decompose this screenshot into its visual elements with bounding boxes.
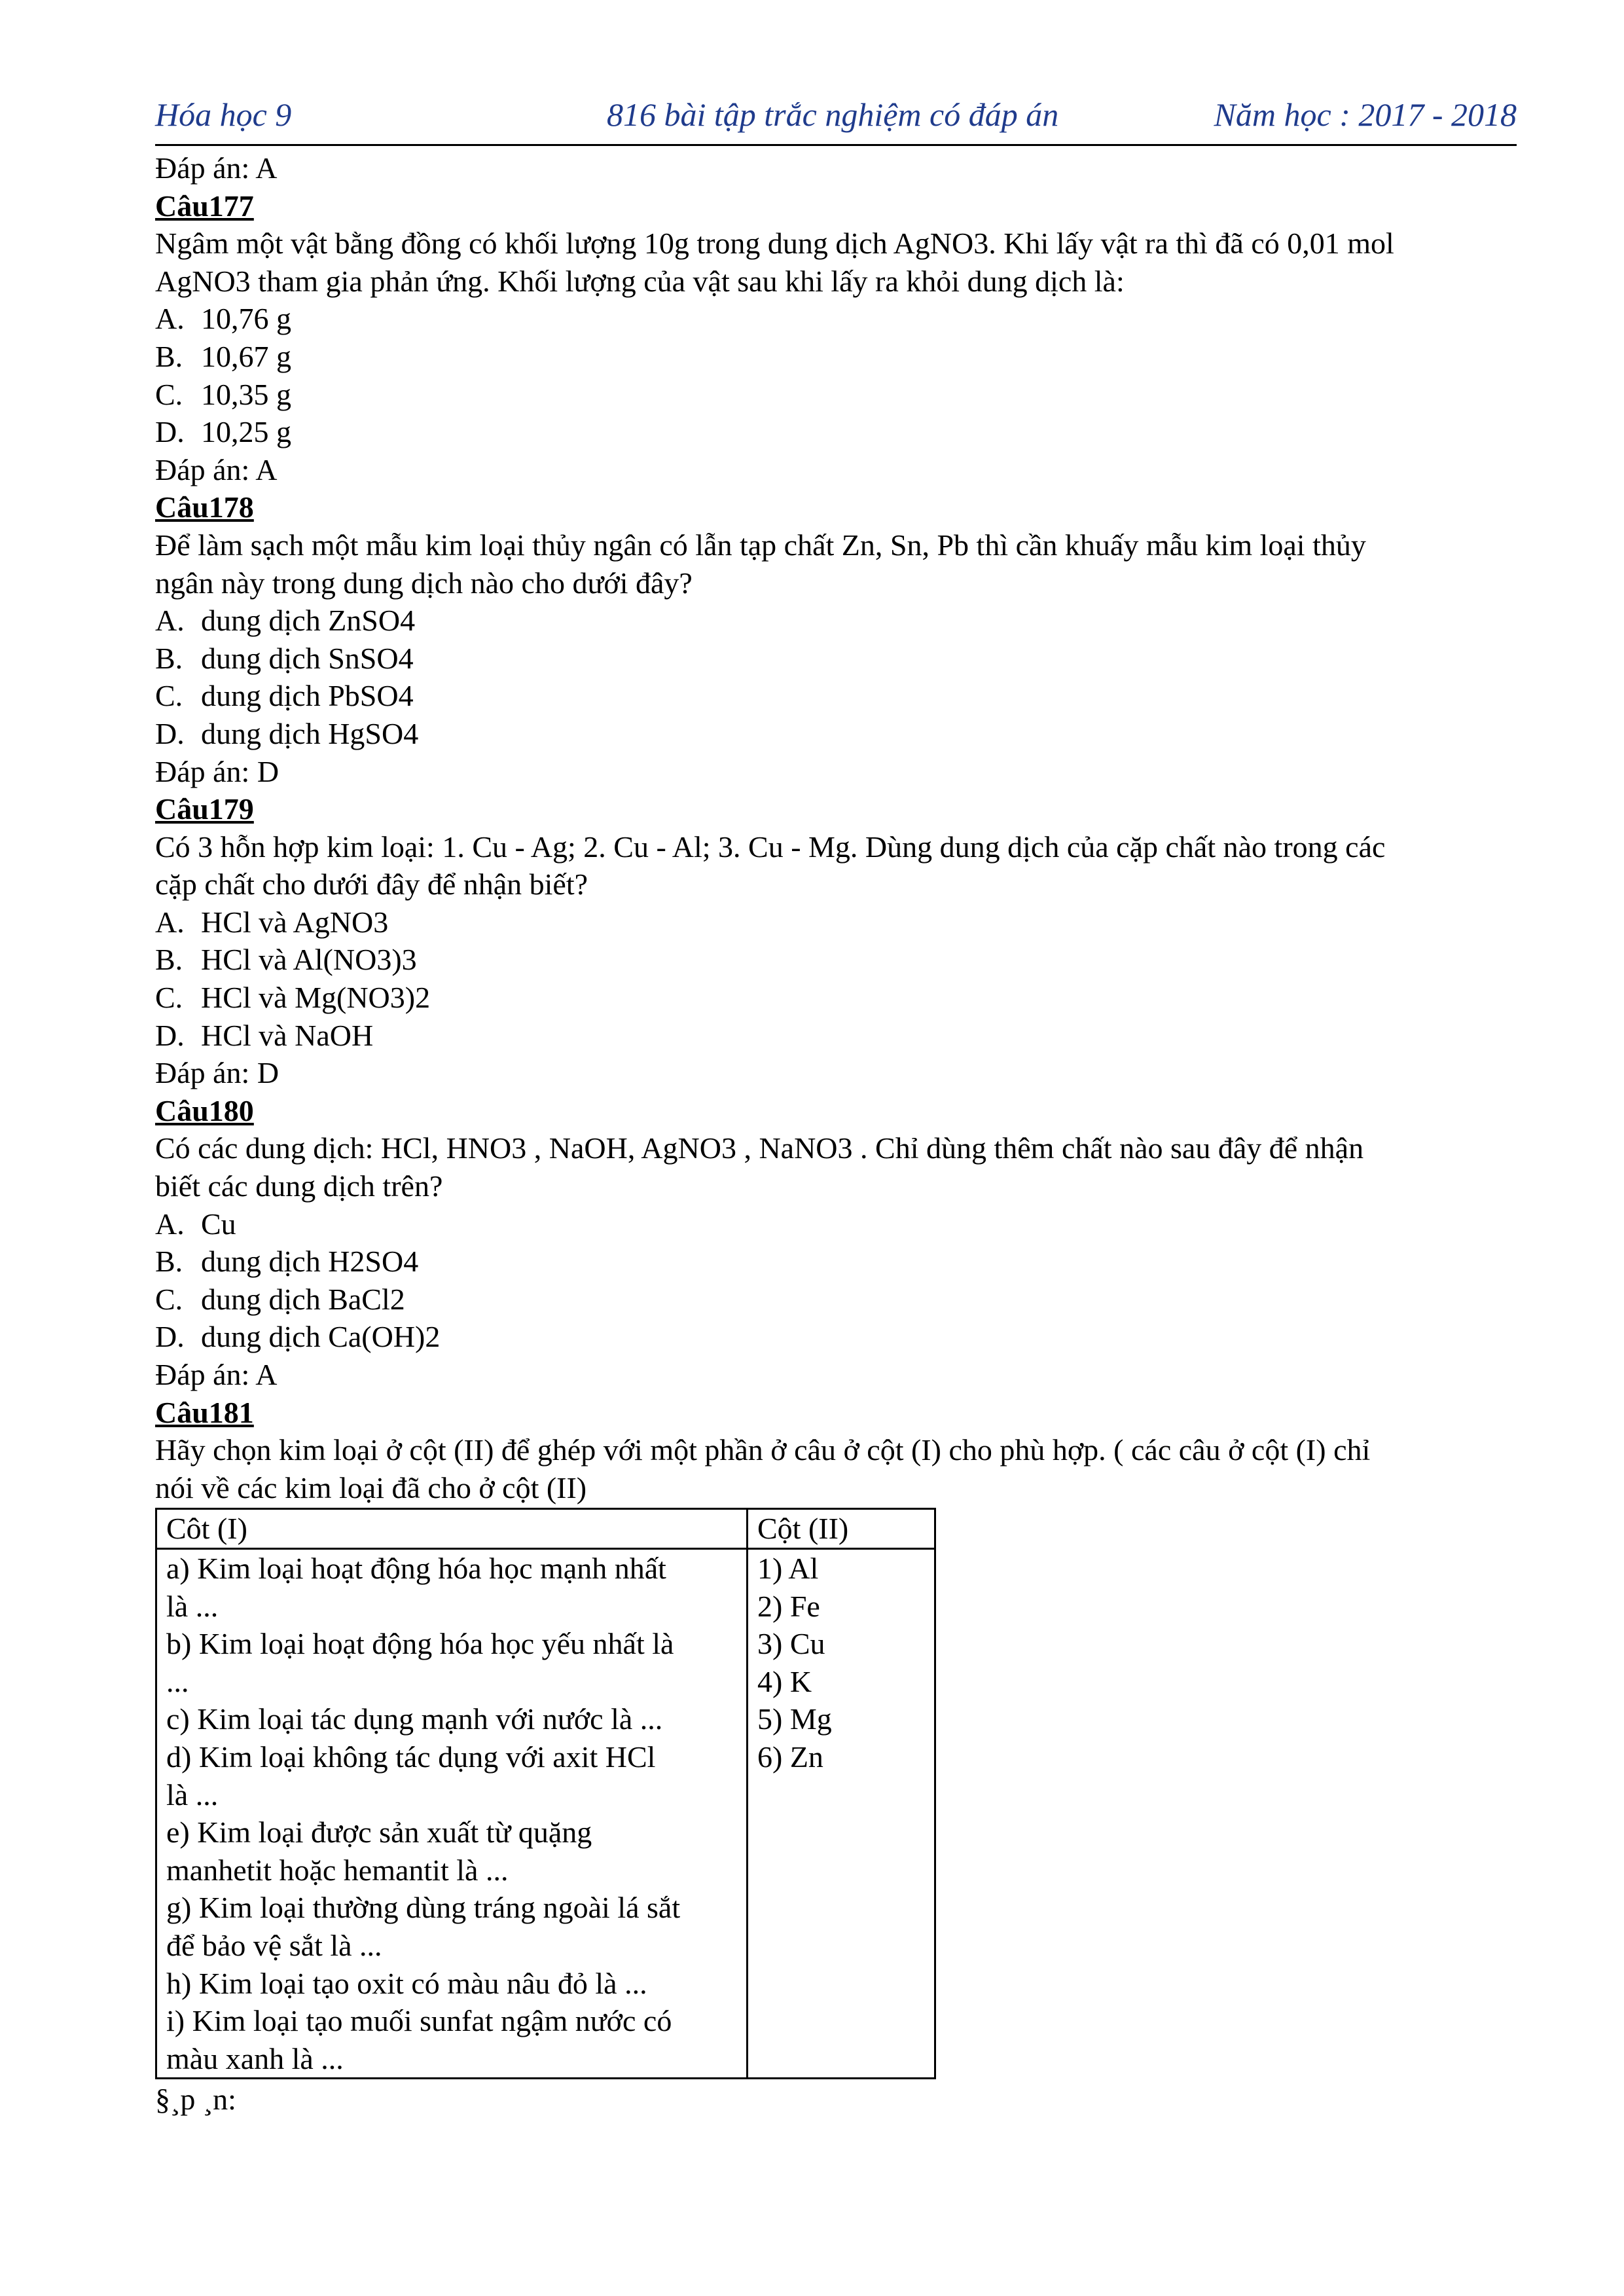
column-2-cell xyxy=(748,1548,935,2078)
column-2-line: 6) Zn xyxy=(757,1740,823,1774)
column-2-header: Cột (II) xyxy=(748,1509,935,1549)
option-item xyxy=(155,300,1517,338)
header-subject: Hóa học 9 xyxy=(155,96,292,133)
option-item xyxy=(155,677,1517,715)
question-text-line: Hãy chọn kim loại ở cột (II) để ghép với một phần ở câu ở cột (I) cho phù hợp. ( các câu ở cột (I) chỉ xyxy=(155,1433,1371,1467)
option-letter: C. xyxy=(155,377,183,411)
question-text-line: cặp chất cho dưới đây để nhận biết? xyxy=(155,867,588,902)
option-text: dung dịch BaCl2 xyxy=(201,1282,405,1316)
page-content xyxy=(155,149,1517,2119)
answer-line: §¸p ¸n: xyxy=(155,2083,236,2117)
column-1-line: a) Kim loại hoạt động hóa học mạnh nhất xyxy=(166,1551,666,1585)
option-item xyxy=(155,338,1517,376)
column-1-header: Côt (I) xyxy=(156,1509,748,1549)
answer-line: Đáp án: A xyxy=(155,151,278,185)
column-1-line: ... xyxy=(166,1664,189,1698)
option-letter: B. xyxy=(155,641,183,675)
question-block xyxy=(155,790,1517,1092)
question-title: Câu179 xyxy=(155,792,254,826)
header-school-year: Năm học : 2017 - 2018 xyxy=(1214,96,1517,133)
question-block xyxy=(155,1092,1517,1394)
column-1-line: d) Kim loại không tác dụng với axit HCl xyxy=(166,1740,656,1774)
option-text: HCl và AgNO3 xyxy=(201,905,389,939)
question-text-line: Có các dung dịch: HCl, HNO3 , NaOH, AgNO3 , NaNO3 . Chỉ dùng thêm chất nào sau đây để nhận xyxy=(155,1131,1364,1165)
column-1-line: c) Kim loại tác dụng mạnh với nước là ... xyxy=(166,1702,663,1736)
option-item xyxy=(155,640,1517,678)
column-2-line: 1) Al xyxy=(757,1551,819,1585)
option-letter: C. xyxy=(155,679,183,713)
column-2-line: 4) K xyxy=(757,1664,812,1698)
option-text: Cu xyxy=(201,1207,236,1241)
option-item xyxy=(155,1243,1517,1281)
option-letter: D. xyxy=(155,1018,185,1052)
question-list xyxy=(155,187,1517,1394)
option-letter: A. xyxy=(155,302,185,336)
option-letter: B. xyxy=(155,943,183,977)
option-item xyxy=(155,1017,1517,1055)
question-block xyxy=(155,187,1517,489)
option-letter: B. xyxy=(155,339,183,373)
option-text: dung dịch PbSO4 xyxy=(201,679,414,713)
option-text: HCl và Mg(NO3)2 xyxy=(201,981,431,1015)
answer-line: Đáp án: A xyxy=(155,1358,278,1391)
option-letter: C. xyxy=(155,1282,183,1316)
answer-line: Đáp án: D xyxy=(155,754,280,788)
column-2-line: 3) Cu xyxy=(757,1627,825,1661)
option-text: 10,25 g xyxy=(201,415,291,449)
option-item xyxy=(155,1205,1517,1243)
column-1-cell xyxy=(156,1548,748,2078)
column-1-line: màu xanh là ... xyxy=(166,2041,344,2075)
option-letter: A. xyxy=(155,905,185,939)
option-text: dung dịch Ca(OH)2 xyxy=(201,1320,441,1354)
question-181 xyxy=(155,1394,1517,2119)
option-text: 10,67 g xyxy=(201,339,291,373)
option-letter: C. xyxy=(155,981,183,1015)
option-letter: D. xyxy=(155,415,185,449)
option-letter: D. xyxy=(155,1320,185,1354)
option-letter: D. xyxy=(155,716,185,750)
question-text-line: Ngâm một vật bằng đồng có khối lượng 10g trong dung dịch AgNO3. Khi lấy vật ra thì đã có 0,01 mol xyxy=(155,227,1394,261)
question-title: Câu180 xyxy=(155,1093,254,1127)
question-text-line: Để làm sạch một mẫu kim loại thủy ngân có lẫn tạp chất Zn, Sn, Pb thì cần khuấy mẫu kim loại thủy xyxy=(155,528,1366,562)
column-1-line: là ... xyxy=(166,1589,219,1623)
header-book-title: 816 bài tập trắc nghiệm có đáp án xyxy=(607,96,1059,133)
option-item xyxy=(155,1318,1517,1356)
column-2-line: 2) Fe xyxy=(757,1589,820,1623)
question-title: Câu177 xyxy=(155,189,254,223)
option-item xyxy=(155,1281,1517,1319)
option-item xyxy=(155,715,1517,753)
option-letter: B. xyxy=(155,1245,183,1279)
matching-table xyxy=(155,1508,936,2079)
table-header-row xyxy=(156,1509,935,1549)
column-2-line: 5) Mg xyxy=(757,1702,832,1736)
option-text: HCl và NaOH xyxy=(201,1018,374,1052)
answer-line: Đáp án: A xyxy=(155,452,278,486)
column-1-line: b) Kim loại hoạt động hóa học yếu nhất là xyxy=(166,1627,674,1661)
option-text: dung dịch H2SO4 xyxy=(201,1245,419,1279)
column-1-line: i) Kim loại tạo muối sunfat ngậm nước có xyxy=(166,2004,672,2038)
question-title: Câu178 xyxy=(155,490,254,524)
question-text-line: AgNO3 tham gia phản ứng. Khối lượng của vật sau khi lấy ra khỏi dung dịch là: xyxy=(155,264,1125,298)
column-1-line: để bảo vệ sắt là ... xyxy=(166,1928,382,1962)
column-1-line: e) Kim loại được sản xuất từ quặng xyxy=(166,1815,592,1850)
option-item xyxy=(155,376,1517,414)
table-row xyxy=(156,1548,935,2078)
option-text: dung dịch ZnSO4 xyxy=(201,604,416,638)
option-text: dung dịch SnSO4 xyxy=(201,641,414,675)
page-header xyxy=(155,92,1517,146)
option-text: 10,35 g xyxy=(201,377,291,411)
option-item xyxy=(155,979,1517,1017)
question-text-line: ngân này trong dung dịch nào cho dưới đây? xyxy=(155,566,693,600)
column-1-line: g) Kim loại thường dùng tráng ngoài lá sắt xyxy=(166,1891,681,1925)
question-text-line: nói về các kim loại đã cho ở cột (II) xyxy=(155,1470,587,1504)
option-item xyxy=(155,602,1517,640)
option-letter: A. xyxy=(155,1207,185,1241)
option-text: 10,76 g xyxy=(201,302,291,336)
column-1-line: manhetit hoặc hemantit là ... xyxy=(166,1853,509,1887)
question-block xyxy=(155,488,1517,790)
question-text-line: biết các dung dịch trên? xyxy=(155,1169,443,1203)
option-item xyxy=(155,413,1517,451)
option-letter: A. xyxy=(155,604,185,638)
option-item xyxy=(155,941,1517,979)
option-text: dung dịch HgSO4 xyxy=(201,716,419,750)
question-text-line: Có 3 hỗn hợp kim loại: 1. Cu - Ag; 2. Cu - Al; 3. Cu - Mg. Dùng dung dịch của cặp chất nào trong các xyxy=(155,829,1386,864)
option-text: HCl và Al(NO3)3 xyxy=(201,943,417,977)
column-1-line: là ... xyxy=(166,1777,219,1812)
answer-line: Đáp án: D xyxy=(155,1056,280,1090)
column-1-line: h) Kim loại tạo oxit có màu nâu đỏ là ... xyxy=(166,1966,647,2000)
option-item xyxy=(155,903,1517,941)
question-title: Câu181 xyxy=(155,1395,254,1429)
